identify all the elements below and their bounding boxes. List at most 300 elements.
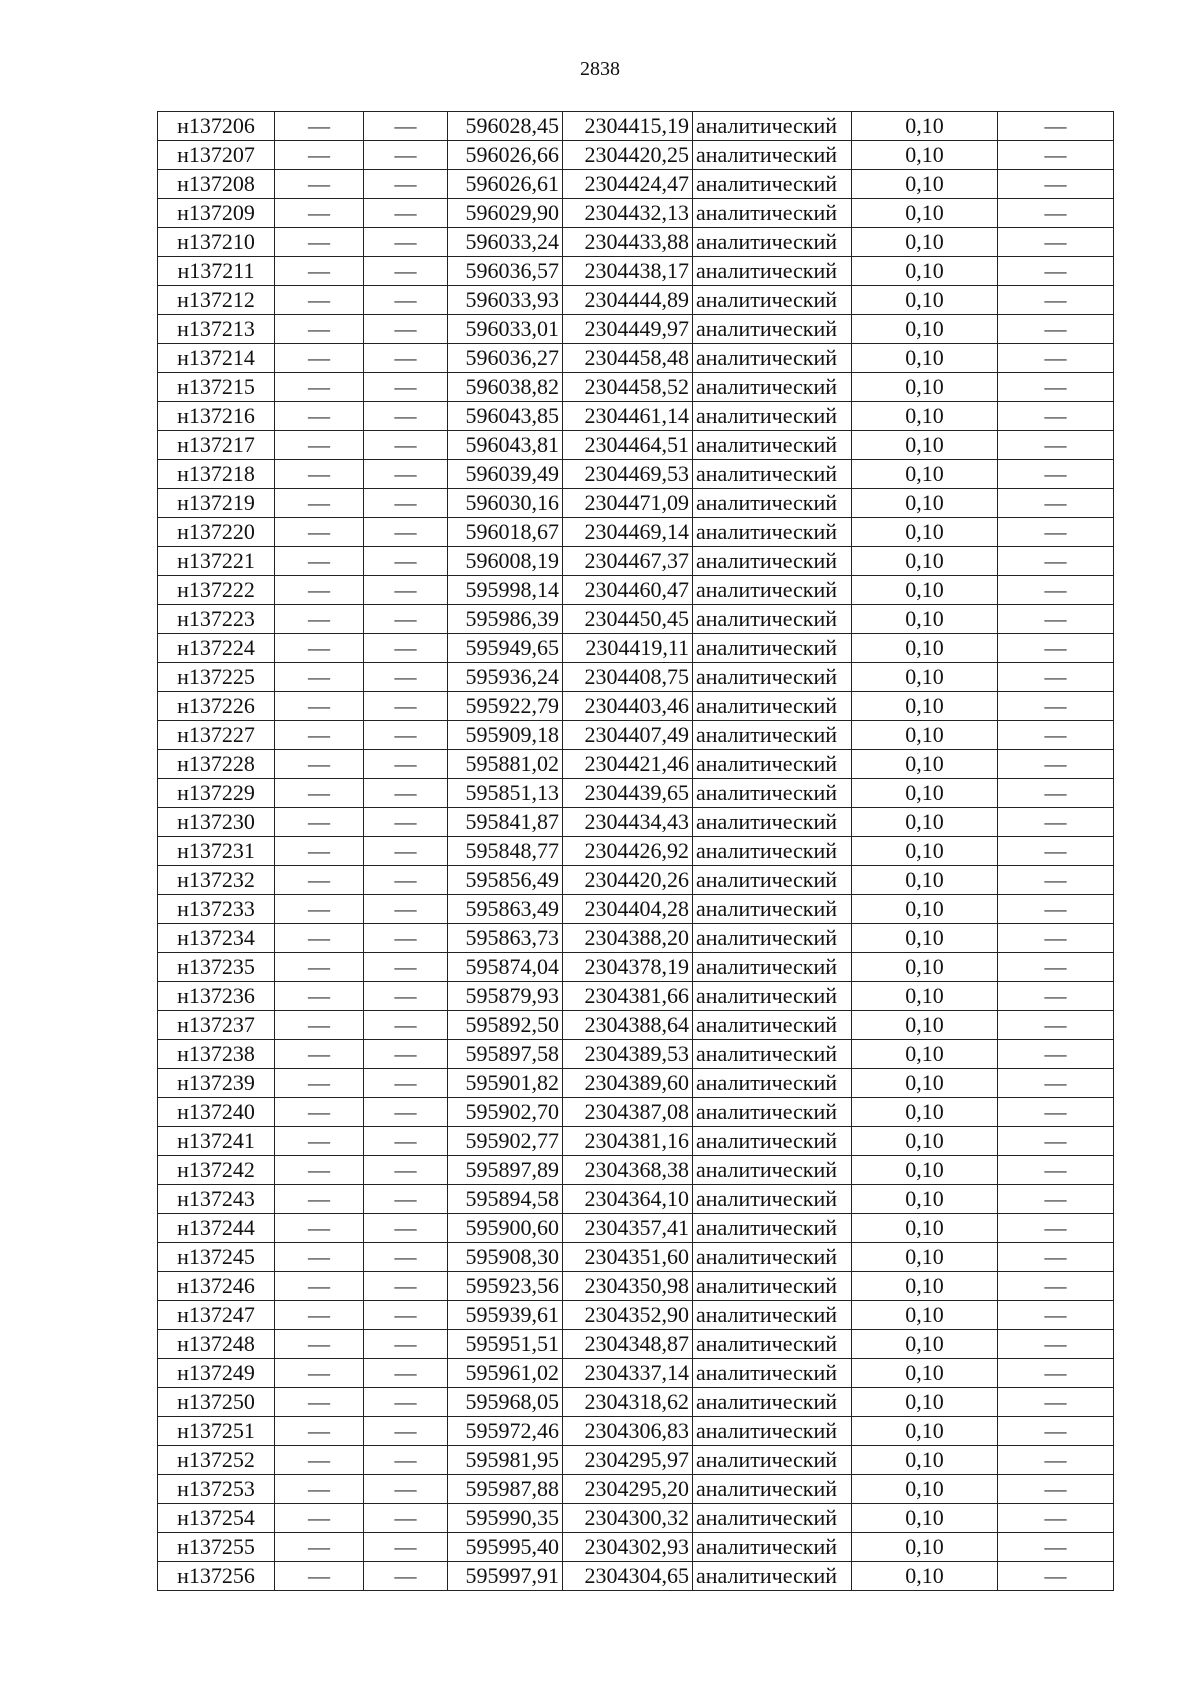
method-cell: аналитический (693, 663, 852, 692)
x-coordinate-cell: 596026,66 (448, 141, 563, 170)
x-coordinate-cell: 595981,95 (448, 1446, 563, 1475)
table-row (158, 286, 1114, 315)
method-cell: аналитический (693, 750, 852, 779)
table-row (158, 750, 1114, 779)
accuracy-cell: 0,10 (852, 547, 998, 576)
table-row (158, 1040, 1114, 1069)
y-coordinate-cell: 2304420,25 (563, 141, 693, 170)
accuracy-cell: 0,10 (852, 895, 998, 924)
method-cell: аналитический (693, 431, 852, 460)
y-coordinate-cell: 2304434,43 (563, 808, 693, 837)
point-name-cell: н137209 (158, 199, 275, 228)
x-coordinate-cell: 595863,49 (448, 895, 563, 924)
method-cell: аналитический (693, 257, 852, 286)
point-name-cell: н137227 (158, 721, 275, 750)
method-cell: аналитический (693, 808, 852, 837)
method-cell: аналитический (693, 402, 852, 431)
table-row (158, 721, 1114, 750)
empty-dash-cell: — (998, 141, 1114, 170)
accuracy-cell: 0,10 (852, 286, 998, 315)
accuracy-cell: 0,10 (852, 750, 998, 779)
x-coordinate-cell: 596036,27 (448, 344, 563, 373)
x-coordinate-cell: 595986,39 (448, 605, 563, 634)
point-name-cell: н137214 (158, 344, 275, 373)
accuracy-cell: 0,10 (852, 1272, 998, 1301)
empty-dash-cell: — (364, 431, 448, 460)
empty-dash-cell: — (998, 170, 1114, 199)
empty-dash-cell: — (364, 1127, 448, 1156)
empty-dash-cell: — (364, 460, 448, 489)
x-coordinate-cell: 595848,77 (448, 837, 563, 866)
point-name-cell: н137211 (158, 257, 275, 286)
y-coordinate-cell: 2304461,14 (563, 402, 693, 431)
table-row (158, 895, 1114, 924)
accuracy-cell: 0,10 (852, 663, 998, 692)
y-coordinate-cell: 2304433,88 (563, 228, 693, 257)
x-coordinate-cell: 596029,90 (448, 199, 563, 228)
point-name-cell: н137229 (158, 779, 275, 808)
empty-dash-cell: — (275, 518, 364, 547)
point-name-cell: н137256 (158, 1562, 275, 1591)
empty-dash-cell: — (364, 1156, 448, 1185)
empty-dash-cell: — (364, 1562, 448, 1591)
accuracy-cell: 0,10 (852, 1562, 998, 1591)
accuracy-cell: 0,10 (852, 808, 998, 837)
empty-dash-cell: — (998, 373, 1114, 402)
empty-dash-cell: — (364, 866, 448, 895)
point-name-cell: н137223 (158, 605, 275, 634)
point-name-cell: н137216 (158, 402, 275, 431)
table-row (158, 1446, 1114, 1475)
empty-dash-cell: — (275, 1446, 364, 1475)
empty-dash-cell: — (364, 402, 448, 431)
method-cell: аналитический (693, 547, 852, 576)
y-coordinate-cell: 2304302,93 (563, 1533, 693, 1562)
accuracy-cell: 0,10 (852, 866, 998, 895)
table-row (158, 1562, 1114, 1591)
empty-dash-cell: — (998, 1272, 1114, 1301)
x-coordinate-cell: 595892,50 (448, 1011, 563, 1040)
empty-dash-cell: — (998, 460, 1114, 489)
empty-dash-cell: — (275, 1388, 364, 1417)
method-cell: аналитический (693, 228, 852, 257)
y-coordinate-cell: 2304300,32 (563, 1504, 693, 1533)
y-coordinate-cell: 2304304,65 (563, 1562, 693, 1591)
table-row (158, 605, 1114, 634)
table-row (158, 663, 1114, 692)
empty-dash-cell: — (998, 1243, 1114, 1272)
empty-dash-cell: — (998, 112, 1114, 141)
accuracy-cell: 0,10 (852, 721, 998, 750)
empty-dash-cell: — (275, 402, 364, 431)
table-row (158, 1417, 1114, 1446)
method-cell: аналитический (693, 315, 852, 344)
point-name-cell: н137236 (158, 982, 275, 1011)
empty-dash-cell: — (998, 605, 1114, 634)
point-name-cell: н137239 (158, 1069, 275, 1098)
method-cell: аналитический (693, 605, 852, 634)
method-cell: аналитический (693, 286, 852, 315)
empty-dash-cell: — (998, 663, 1114, 692)
method-cell: аналитический (693, 837, 852, 866)
empty-dash-cell: — (275, 1011, 364, 1040)
y-coordinate-cell: 2304352,90 (563, 1301, 693, 1330)
y-coordinate-cell: 2304387,08 (563, 1098, 693, 1127)
x-coordinate-cell: 595997,91 (448, 1562, 563, 1591)
table-row (158, 1011, 1114, 1040)
y-coordinate-cell: 2304438,17 (563, 257, 693, 286)
empty-dash-cell: — (364, 721, 448, 750)
empty-dash-cell: — (364, 605, 448, 634)
table-row (158, 1330, 1114, 1359)
point-name-cell: н137225 (158, 663, 275, 692)
empty-dash-cell: — (998, 1359, 1114, 1388)
y-coordinate-cell: 2304381,16 (563, 1127, 693, 1156)
x-coordinate-cell: 596033,93 (448, 286, 563, 315)
x-coordinate-cell: 595990,35 (448, 1504, 563, 1533)
empty-dash-cell: — (275, 1185, 364, 1214)
empty-dash-cell: — (275, 953, 364, 982)
empty-dash-cell: — (364, 1533, 448, 1562)
method-cell: аналитический (693, 1185, 852, 1214)
empty-dash-cell: — (364, 286, 448, 315)
empty-dash-cell: — (364, 1011, 448, 1040)
method-cell: аналитический (693, 1562, 852, 1591)
accuracy-cell: 0,10 (852, 373, 998, 402)
table-row (158, 1069, 1114, 1098)
empty-dash-cell: — (275, 634, 364, 663)
x-coordinate-cell: 595897,89 (448, 1156, 563, 1185)
point-name-cell: н137234 (158, 924, 275, 953)
table-row (158, 1272, 1114, 1301)
accuracy-cell: 0,10 (852, 1185, 998, 1214)
empty-dash-cell: — (275, 663, 364, 692)
empty-dash-cell: — (275, 141, 364, 170)
method-cell: аналитический (693, 924, 852, 953)
table-row (158, 837, 1114, 866)
x-coordinate-cell: 595856,49 (448, 866, 563, 895)
y-coordinate-cell: 2304450,45 (563, 605, 693, 634)
x-coordinate-cell: 595909,18 (448, 721, 563, 750)
method-cell: аналитический (693, 1359, 852, 1388)
y-coordinate-cell: 2304421,46 (563, 750, 693, 779)
method-cell: аналитический (693, 692, 852, 721)
method-cell: аналитический (693, 1214, 852, 1243)
table-row (158, 344, 1114, 373)
empty-dash-cell: — (364, 663, 448, 692)
accuracy-cell: 0,10 (852, 982, 998, 1011)
x-coordinate-cell: 596028,45 (448, 112, 563, 141)
method-cell: аналитический (693, 1156, 852, 1185)
accuracy-cell: 0,10 (852, 1533, 998, 1562)
empty-dash-cell: — (275, 1040, 364, 1069)
empty-dash-cell: — (275, 1127, 364, 1156)
method-cell: аналитический (693, 518, 852, 547)
table-row (158, 1359, 1114, 1388)
table-row (158, 634, 1114, 663)
empty-dash-cell: — (364, 1417, 448, 1446)
table-row (158, 228, 1114, 257)
empty-dash-cell: — (275, 692, 364, 721)
empty-dash-cell: — (364, 982, 448, 1011)
accuracy-cell: 0,10 (852, 431, 998, 460)
table-row (158, 1533, 1114, 1562)
method-cell: аналитический (693, 1475, 852, 1504)
x-coordinate-cell: 595949,65 (448, 634, 563, 663)
point-name-cell: н137226 (158, 692, 275, 721)
x-coordinate-cell: 596030,16 (448, 489, 563, 518)
y-coordinate-cell: 2304469,53 (563, 460, 693, 489)
empty-dash-cell: — (275, 837, 364, 866)
empty-dash-cell: — (275, 1359, 364, 1388)
empty-dash-cell: — (998, 1069, 1114, 1098)
empty-dash-cell: — (275, 547, 364, 576)
y-coordinate-cell: 2304471,09 (563, 489, 693, 518)
table-row (158, 1388, 1114, 1417)
accuracy-cell: 0,10 (852, 1475, 998, 1504)
empty-dash-cell: — (275, 1562, 364, 1591)
empty-dash-cell: — (364, 257, 448, 286)
accuracy-cell: 0,10 (852, 460, 998, 489)
x-coordinate-cell: 595972,46 (448, 1417, 563, 1446)
empty-dash-cell: — (998, 721, 1114, 750)
accuracy-cell: 0,10 (852, 924, 998, 953)
empty-dash-cell: — (364, 576, 448, 605)
accuracy-cell: 0,10 (852, 779, 998, 808)
accuracy-cell: 0,10 (852, 518, 998, 547)
y-coordinate-cell: 2304381,66 (563, 982, 693, 1011)
empty-dash-cell: — (275, 895, 364, 924)
y-coordinate-cell: 2304439,65 (563, 779, 693, 808)
y-coordinate-cell: 2304318,62 (563, 1388, 693, 1417)
empty-dash-cell: — (364, 924, 448, 953)
x-coordinate-cell: 596033,24 (448, 228, 563, 257)
accuracy-cell: 0,10 (852, 1330, 998, 1359)
empty-dash-cell: — (998, 924, 1114, 953)
point-name-cell: н137210 (158, 228, 275, 257)
point-name-cell: н137222 (158, 576, 275, 605)
empty-dash-cell: — (998, 1156, 1114, 1185)
accuracy-cell: 0,10 (852, 1446, 998, 1475)
x-coordinate-cell: 596036,57 (448, 257, 563, 286)
empty-dash-cell: — (998, 692, 1114, 721)
table-row (158, 1098, 1114, 1127)
empty-dash-cell: — (998, 1185, 1114, 1214)
x-coordinate-cell: 595897,58 (448, 1040, 563, 1069)
y-coordinate-cell: 2304404,28 (563, 895, 693, 924)
method-cell: аналитический (693, 1098, 852, 1127)
empty-dash-cell: — (275, 576, 364, 605)
method-cell: аналитический (693, 1417, 852, 1446)
accuracy-cell: 0,10 (852, 1098, 998, 1127)
empty-dash-cell: — (364, 315, 448, 344)
empty-dash-cell: — (998, 866, 1114, 895)
y-coordinate-cell: 2304403,46 (563, 692, 693, 721)
empty-dash-cell: — (998, 1475, 1114, 1504)
point-name-cell: н137228 (158, 750, 275, 779)
point-name-cell: н137215 (158, 373, 275, 402)
y-coordinate-cell: 2304368,38 (563, 1156, 693, 1185)
empty-dash-cell: — (275, 721, 364, 750)
table-row (158, 808, 1114, 837)
accuracy-cell: 0,10 (852, 228, 998, 257)
empty-dash-cell: — (275, 1504, 364, 1533)
point-name-cell: н137220 (158, 518, 275, 547)
table-row (158, 199, 1114, 228)
table-row (158, 982, 1114, 1011)
x-coordinate-cell: 596033,01 (448, 315, 563, 344)
empty-dash-cell: — (998, 750, 1114, 779)
empty-dash-cell: — (364, 112, 448, 141)
table-row (158, 924, 1114, 953)
x-coordinate-cell: 596026,61 (448, 170, 563, 199)
empty-dash-cell: — (998, 1504, 1114, 1533)
empty-dash-cell: — (275, 1533, 364, 1562)
x-coordinate-cell: 595902,70 (448, 1098, 563, 1127)
table-row (158, 489, 1114, 518)
y-coordinate-cell: 2304348,87 (563, 1330, 693, 1359)
empty-dash-cell: — (364, 895, 448, 924)
point-name-cell: н137252 (158, 1446, 275, 1475)
table-row (158, 779, 1114, 808)
empty-dash-cell: — (275, 866, 364, 895)
table-row (158, 1243, 1114, 1272)
table-row (158, 1504, 1114, 1533)
point-name-cell: н137254 (158, 1504, 275, 1533)
empty-dash-cell: — (364, 1185, 448, 1214)
empty-dash-cell: — (364, 1504, 448, 1533)
x-coordinate-cell: 595901,82 (448, 1069, 563, 1098)
x-coordinate-cell: 595961,02 (448, 1359, 563, 1388)
method-cell: аналитический (693, 460, 852, 489)
empty-dash-cell: — (275, 344, 364, 373)
empty-dash-cell: — (998, 1040, 1114, 1069)
empty-dash-cell: — (998, 315, 1114, 344)
empty-dash-cell: — (275, 982, 364, 1011)
x-coordinate-cell: 595881,02 (448, 750, 563, 779)
point-name-cell: н137242 (158, 1156, 275, 1185)
point-name-cell: н137245 (158, 1243, 275, 1272)
y-coordinate-cell: 2304469,14 (563, 518, 693, 547)
accuracy-cell: 0,10 (852, 257, 998, 286)
method-cell: аналитический (693, 866, 852, 895)
accuracy-cell: 0,10 (852, 837, 998, 866)
empty-dash-cell: — (275, 1214, 364, 1243)
x-coordinate-cell: 595879,93 (448, 982, 563, 1011)
table-row (158, 1475, 1114, 1504)
empty-dash-cell: — (998, 257, 1114, 286)
empty-dash-cell: — (364, 1446, 448, 1475)
empty-dash-cell: — (998, 576, 1114, 605)
method-cell: аналитический (693, 721, 852, 750)
point-name-cell: н137238 (158, 1040, 275, 1069)
empty-dash-cell: — (275, 257, 364, 286)
method-cell: аналитический (693, 112, 852, 141)
empty-dash-cell: — (275, 808, 364, 837)
method-cell: аналитический (693, 344, 852, 373)
accuracy-cell: 0,10 (852, 170, 998, 199)
method-cell: аналитический (693, 576, 852, 605)
table-row (158, 953, 1114, 982)
accuracy-cell: 0,10 (852, 1359, 998, 1388)
empty-dash-cell: — (998, 518, 1114, 547)
empty-dash-cell: — (275, 228, 364, 257)
point-name-cell: н137246 (158, 1272, 275, 1301)
table-row (158, 431, 1114, 460)
point-name-cell: н137207 (158, 141, 275, 170)
x-coordinate-cell: 595894,58 (448, 1185, 563, 1214)
empty-dash-cell: — (364, 1272, 448, 1301)
y-coordinate-cell: 2304350,98 (563, 1272, 693, 1301)
accuracy-cell: 0,10 (852, 199, 998, 228)
point-name-cell: н137253 (158, 1475, 275, 1504)
empty-dash-cell: — (275, 1301, 364, 1330)
y-coordinate-cell: 2304364,10 (563, 1185, 693, 1214)
empty-dash-cell: — (364, 141, 448, 170)
y-coordinate-cell: 2304420,26 (563, 866, 693, 895)
x-coordinate-cell: 595951,51 (448, 1330, 563, 1359)
empty-dash-cell: — (275, 1417, 364, 1446)
table-row (158, 1156, 1114, 1185)
point-name-cell: н137217 (158, 431, 275, 460)
x-coordinate-cell: 595902,77 (448, 1127, 563, 1156)
point-name-cell: н137241 (158, 1127, 275, 1156)
empty-dash-cell: — (364, 1040, 448, 1069)
empty-dash-cell: — (275, 199, 364, 228)
empty-dash-cell: — (364, 692, 448, 721)
x-coordinate-cell: 595874,04 (448, 953, 563, 982)
point-name-cell: н137237 (158, 1011, 275, 1040)
accuracy-cell: 0,10 (852, 141, 998, 170)
y-coordinate-cell: 2304407,49 (563, 721, 693, 750)
accuracy-cell: 0,10 (852, 1214, 998, 1243)
x-coordinate-cell: 595923,56 (448, 1272, 563, 1301)
empty-dash-cell: — (275, 1475, 364, 1504)
empty-dash-cell: — (275, 373, 364, 402)
empty-dash-cell: — (275, 1243, 364, 1272)
empty-dash-cell: — (275, 924, 364, 953)
y-coordinate-cell: 2304388,64 (563, 1011, 693, 1040)
x-coordinate-cell: 595987,88 (448, 1475, 563, 1504)
point-name-cell: н137213 (158, 315, 275, 344)
table-row (158, 518, 1114, 547)
method-cell: аналитический (693, 895, 852, 924)
y-coordinate-cell: 2304424,47 (563, 170, 693, 199)
point-name-cell: н137244 (158, 1214, 275, 1243)
method-cell: аналитический (693, 1127, 852, 1156)
empty-dash-cell: — (998, 1417, 1114, 1446)
empty-dash-cell: — (275, 1098, 364, 1127)
empty-dash-cell: — (364, 199, 448, 228)
table-row (158, 1301, 1114, 1330)
method-cell: аналитический (693, 170, 852, 199)
y-coordinate-cell: 2304467,37 (563, 547, 693, 576)
empty-dash-cell: — (998, 1301, 1114, 1330)
method-cell: аналитический (693, 1272, 852, 1301)
empty-dash-cell: — (364, 1475, 448, 1504)
empty-dash-cell: — (998, 1011, 1114, 1040)
empty-dash-cell: — (998, 982, 1114, 1011)
empty-dash-cell: — (275, 605, 364, 634)
empty-dash-cell: — (364, 170, 448, 199)
empty-dash-cell: — (998, 344, 1114, 373)
empty-dash-cell: — (998, 431, 1114, 460)
y-coordinate-cell: 2304337,14 (563, 1359, 693, 1388)
empty-dash-cell: — (364, 837, 448, 866)
method-cell: аналитический (693, 953, 852, 982)
method-cell: аналитический (693, 373, 852, 402)
y-coordinate-cell: 2304388,20 (563, 924, 693, 953)
